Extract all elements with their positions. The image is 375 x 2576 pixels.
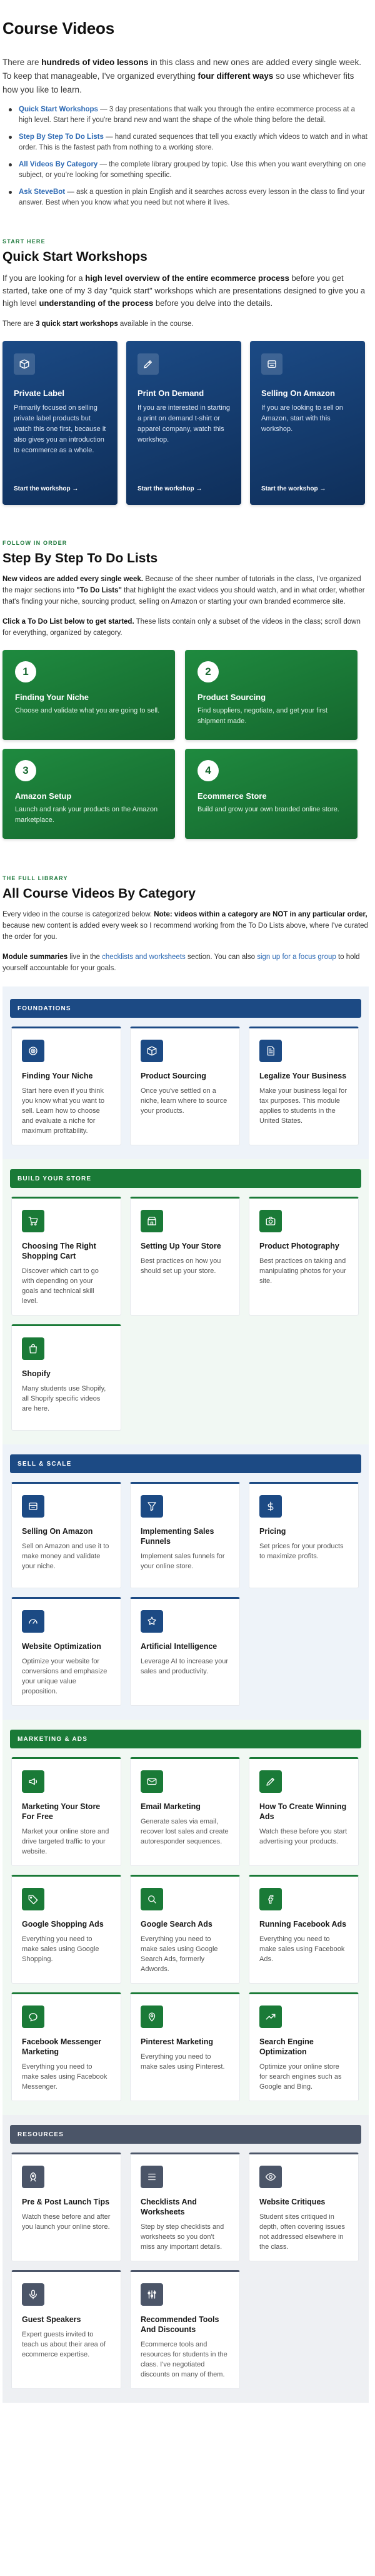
quick-start-link[interactable]: Quick Start Workshops bbox=[19, 106, 98, 113]
card-desc: Everything you need to make sales using Pinterest. bbox=[141, 2053, 225, 2071]
card-desc: Set prices for your products to maximize profits. bbox=[259, 1543, 344, 1560]
todo-card-finding-your-niche[interactable] bbox=[2, 650, 175, 740]
intro-section bbox=[0, 0, 375, 208]
card-title: Facebook Messenger Marketing bbox=[22, 2037, 102, 2056]
category-header: MARKETING & ADS bbox=[10, 1730, 361, 1748]
step-title: Ecommerce Store bbox=[198, 791, 267, 801]
card-desc: Everything you need to make sales using Google Search Ads, formerly Adwords. bbox=[141, 1935, 218, 1973]
video-category-card[interactable] bbox=[11, 1482, 121, 1588]
checklists-link[interactable]: checklists and worksheets bbox=[102, 953, 186, 961]
card-desc: Expert guests invited to teach us about their area of ecommerce expertise. bbox=[22, 2331, 106, 2358]
megaphone-icon bbox=[22, 1770, 44, 1793]
workshop-title: Print On Demand bbox=[138, 388, 204, 398]
card-title: Finding Your Niche bbox=[22, 1072, 93, 1080]
video-category-card[interactable] bbox=[130, 1597, 240, 1706]
card-desc: Best practices on taking and manipulating photos for your site. bbox=[259, 1257, 346, 1285]
start-workshop-link[interactable]: Start the workshop → bbox=[261, 485, 326, 492]
video-category-card[interactable] bbox=[130, 1027, 240, 1145]
card-title: Website Critiques bbox=[259, 2198, 326, 2206]
card-title: Search Engine Optimization bbox=[259, 2037, 314, 2056]
pen-icon bbox=[138, 353, 159, 375]
step-desc: Build and grow your own branded online store. bbox=[198, 806, 339, 813]
video-category-card[interactable] bbox=[11, 2153, 121, 2261]
category-build bbox=[2, 1159, 369, 1444]
card-desc: Discover which cart to go with depending on your goals and technical skill level. bbox=[22, 1267, 99, 1305]
window-icon bbox=[22, 1495, 44, 1518]
navigation-bullets bbox=[19, 104, 369, 208]
pencil-icon bbox=[259, 1770, 282, 1793]
search-icon bbox=[141, 1888, 163, 1910]
video-category-card[interactable] bbox=[249, 1482, 359, 1588]
section-eyebrow: START HERE bbox=[2, 238, 46, 245]
card-desc: Generate sales via email, recover lost sales and create autoresponder sequences. bbox=[141, 1818, 229, 1845]
video-category-card[interactable] bbox=[130, 1992, 240, 2101]
section-eyebrow: THE FULL LIBRARY bbox=[2, 875, 68, 881]
intro-paragraph: There are hundreds of video lessons in this class and new ones are added every single week. To keep that manageable, I've organized everything four different ways so use whichever fits how you like to learn. bbox=[2, 58, 362, 94]
dollar-icon bbox=[259, 1495, 282, 1518]
video-category-card[interactable] bbox=[249, 1027, 359, 1145]
step-title: Product Sourcing bbox=[198, 692, 266, 702]
video-category-card[interactable] bbox=[11, 1992, 121, 2101]
category-found bbox=[2, 986, 369, 1159]
video-category-card[interactable] bbox=[130, 1197, 240, 1316]
card-desc: Everything you need to make sales using Google Shopping. bbox=[22, 1935, 99, 1963]
document-icon bbox=[259, 1040, 282, 1062]
card-title: Selling On Amazon bbox=[22, 1527, 93, 1536]
card-title: Marketing Your Store For Free bbox=[22, 1802, 101, 1821]
card-desc: Step by step checklists and worksheets so you don't miss any important details. bbox=[141, 2223, 224, 2251]
category-header: RESOURCES bbox=[10, 2125, 361, 2144]
workshop-desc: If you are interested in starting a print on demand t-shirt or apparel company, watch this workshop. bbox=[138, 404, 230, 444]
card-title: Recommended Tools And Discounts bbox=[141, 2315, 219, 2334]
card-title: Pricing bbox=[259, 1527, 286, 1536]
step-number: 2 bbox=[198, 661, 219, 682]
category-cards bbox=[2, 1482, 369, 1706]
start-workshop-link[interactable]: Start the workshop → bbox=[14, 485, 79, 492]
card-desc: Optimize your website for conversions and emphasize your unique value proposition. bbox=[22, 1658, 108, 1695]
section-paragraph: If you are looking for a high level overview of the entire ecommerce process before you get started, take one of my 3 day "quick start" workshops which are presentations designed to give you a high level understanding of the process before you delve into the details. bbox=[2, 273, 366, 308]
card-title: Implementing Sales Funnels bbox=[141, 1527, 214, 1546]
mic-icon bbox=[22, 2283, 44, 2306]
section-heading: Step By Step To Do Lists bbox=[2, 551, 158, 565]
card-desc: Watch these before and after you launch your online store. bbox=[22, 2213, 111, 2231]
card-title: Product Photography bbox=[259, 1242, 339, 1250]
card-desc: Sell on Amazon and use it to make money and validate your niche. bbox=[22, 1543, 109, 1570]
video-category-card[interactable] bbox=[249, 2153, 359, 2261]
card-title: Product Sourcing bbox=[141, 1072, 206, 1080]
category-res bbox=[2, 2115, 369, 2403]
workshop-card-print-on-demand[interactable] bbox=[126, 341, 241, 505]
step-title: Amazon Setup bbox=[15, 791, 72, 801]
category-library bbox=[2, 986, 369, 2403]
target-icon bbox=[22, 1040, 44, 1062]
card-desc: Once you've settled on a niche, learn where to source your products. bbox=[141, 1087, 228, 1115]
video-category-card[interactable] bbox=[130, 1875, 240, 1984]
card-desc: Everything you need to make sales using Facebook Messenger. bbox=[22, 2063, 108, 2091]
video-category-card[interactable] bbox=[11, 1324, 121, 1431]
full-library-section bbox=[0, 875, 375, 974]
card-title: Setting Up Your Store bbox=[141, 1242, 221, 1250]
step-number: 4 bbox=[198, 760, 219, 781]
category-sell bbox=[2, 1444, 369, 1720]
card-desc: Ecommerce tools and resources for students in the class. I've negotiated discounts on many of them. bbox=[141, 2341, 228, 2378]
video-category-card[interactable] bbox=[11, 1875, 121, 1984]
section-paragraph: New videos are added every single week. Because of the sheer number of tutorials in the class, I've organized the major sections into "To Do Lists" that highlight the exact videos you should watch, and in what order, whether that's finding your niche, sourcing product, selling on Amazon or starting your own branded ecommerce site. bbox=[2, 576, 365, 606]
all-videos-link[interactable]: All Videos By Category bbox=[19, 161, 98, 168]
step-by-step-link[interactable]: Step By Step To Do Lists bbox=[19, 133, 104, 141]
workshop-title: Private Label bbox=[14, 388, 64, 398]
video-category-card[interactable] bbox=[11, 1757, 121, 1866]
category-cards bbox=[2, 1027, 369, 1145]
bullet-item: Step By Step To Do Lists — hand curated sequences that tell you exactly which videos to watch and in what order. This is the fastest path from nothing to a working store. bbox=[19, 132, 369, 153]
click-instruction: Click a To Do List below to get started. These lists contain only a subset of the videos in the class; scroll down for everything, organized by category. bbox=[2, 618, 361, 637]
bag-icon bbox=[22, 1337, 44, 1360]
tag-icon bbox=[22, 1888, 44, 1910]
category-cards bbox=[2, 1197, 369, 1431]
workshop-card-selling-on-amazon[interactable] bbox=[250, 341, 365, 505]
module-summary-note: Module summaries live in the checklists and worksheets section. You can also sign up for a focus group to hold yourself accountable for your goals. bbox=[2, 953, 360, 972]
section-heading: Quick Start Workshops bbox=[2, 250, 148, 264]
box-icon bbox=[141, 1040, 163, 1062]
box-icon bbox=[14, 353, 35, 375]
quick-start-section bbox=[0, 238, 375, 505]
card-title: Website Optimization bbox=[22, 1642, 101, 1651]
step-number: 3 bbox=[15, 760, 36, 781]
ask-stevebot-link[interactable]: Ask SteveBot bbox=[19, 188, 66, 196]
category-mkt bbox=[2, 1720, 369, 2115]
bullet-item: Quick Start Workshops — 3 day presentations that walk you through the entire ecommerce process at a high level. Start here if you're brand new and want the shape of the whole thing before the detail. bbox=[19, 104, 369, 126]
video-category-card[interactable] bbox=[11, 1597, 121, 1706]
workshop-desc: Primarily focused on selling private label products but watch this one first, because it also gives you an introduction to ecommerce as a whole. bbox=[14, 404, 106, 454]
card-desc: Watch these before you start advertising your products. bbox=[259, 1828, 348, 1845]
workshop-count: There are 3 quick start workshops available in the course. bbox=[2, 320, 194, 328]
todo-card-product-sourcing[interactable] bbox=[185, 650, 358, 740]
video-category-card[interactable] bbox=[11, 2270, 121, 2389]
card-desc: Many students use Shopify, all Shopify specific videos are here. bbox=[22, 1385, 106, 1412]
eye-icon bbox=[259, 2166, 282, 2188]
workshop-title: Selling On Amazon bbox=[261, 388, 335, 398]
card-title: Google Shopping Ads bbox=[22, 1920, 104, 1929]
workshop-card-private-label[interactable] bbox=[2, 341, 118, 505]
card-title: Checklists And Worksheets bbox=[141, 2198, 197, 2216]
card-desc: Implement sales funnels for your online store. bbox=[141, 1553, 225, 1570]
section-paragraph: Every video in the course is categorized below. Note: videos within a category are NOT in any particular order, because new content is added every week so I recommend working from the To Do Lists above, where I've curated the order for you. bbox=[2, 911, 368, 941]
video-category-card[interactable] bbox=[11, 1197, 121, 1316]
gauge-icon bbox=[22, 1610, 44, 1633]
video-category-card[interactable] bbox=[130, 1482, 240, 1588]
step-title: Finding Your Niche bbox=[15, 692, 89, 702]
card-desc: Start here even if you think you know what you want to sell. Learn how to choose and evaluate a niche for maximum profitability. bbox=[22, 1087, 105, 1135]
step-desc: Find suppliers, negotiate, and get your first shipment made. bbox=[198, 707, 328, 725]
card-title: Email Marketing bbox=[141, 1802, 201, 1811]
page-title: Course Videos bbox=[2, 19, 114, 38]
sliders-icon bbox=[141, 2283, 163, 2306]
funnel-icon bbox=[141, 1495, 163, 1518]
workshop-desc: If you are looking to sell on Amazon, start with this workshop. bbox=[261, 404, 343, 433]
card-title: Legalize Your Business bbox=[259, 1072, 347, 1080]
step-desc: Launch and rank your products on the Amazon marketplace. bbox=[15, 806, 158, 824]
card-title: Running Facebook Ads bbox=[259, 1920, 347, 1929]
card-title: Pinterest Marketing bbox=[141, 2037, 214, 2046]
cart-icon bbox=[22, 1210, 44, 1232]
workshop-cards bbox=[2, 341, 369, 505]
video-category-card[interactable] bbox=[249, 1197, 359, 1316]
video-category-card[interactable] bbox=[130, 2270, 240, 2389]
todo-card-amazon-setup[interactable] bbox=[2, 749, 175, 839]
step-by-step-section bbox=[0, 540, 375, 839]
card-desc: Student sites critiqued in depth, often covering issues not addressed elsewhere in the class. bbox=[259, 2213, 345, 2251]
section-heading: All Course Videos By Category bbox=[2, 886, 196, 901]
store-icon bbox=[141, 1210, 163, 1232]
card-desc: Make your business legal for tax purposes. This module applies to students in the United States. bbox=[259, 1087, 348, 1125]
trend-icon bbox=[259, 2006, 282, 2028]
card-title: Guest Speakers bbox=[22, 2315, 81, 2324]
card-title: How To Create Winning Ads bbox=[259, 1802, 347, 1821]
card-desc: Leverage AI to increase your sales and productivity. bbox=[141, 1658, 229, 1675]
video-category-card[interactable] bbox=[249, 1757, 359, 1866]
card-desc: Market your online store and drive targeted traffic to your website. bbox=[22, 1828, 109, 1855]
focus-group-link[interactable]: sign up for a focus group bbox=[257, 953, 336, 961]
facebook-icon bbox=[259, 1888, 282, 1910]
category-header: FOUNDATIONS bbox=[10, 999, 361, 1018]
pin-icon bbox=[141, 2006, 163, 2028]
card-desc: Best practices on how you should set up your store. bbox=[141, 1257, 221, 1275]
category-header: BUILD YOUR STORE bbox=[10, 1169, 361, 1188]
card-title: Artificial Intelligence bbox=[141, 1642, 218, 1651]
video-category-card[interactable] bbox=[249, 1992, 359, 2101]
bullet-item: All Videos By Category — the complete library grouped by topic. Use this when you want everything on one subject, or you're looking for something specific. bbox=[19, 160, 369, 181]
todo-list-cards bbox=[2, 650, 369, 839]
chat-icon bbox=[22, 2006, 44, 2028]
start-workshop-link[interactable]: Start the workshop → bbox=[138, 485, 202, 492]
video-category-card[interactable] bbox=[249, 1875, 359, 1984]
category-header: SELL & SCALE bbox=[10, 1454, 361, 1473]
card-desc: Everything you need to make sales using Facebook Ads. bbox=[259, 1935, 345, 1963]
camera-icon bbox=[259, 1210, 282, 1232]
card-title: Choosing The Right Shopping Cart bbox=[22, 1242, 96, 1260]
section-eyebrow: FOLLOW IN ORDER bbox=[2, 540, 68, 546]
window-icon bbox=[261, 353, 282, 375]
video-category-card[interactable] bbox=[130, 2153, 240, 2261]
mail-icon bbox=[141, 1770, 163, 1793]
category-cards bbox=[2, 2153, 369, 2389]
category-cards bbox=[2, 1757, 369, 2101]
step-number: 1 bbox=[15, 661, 36, 682]
bullet-item: Ask SteveBot — ask a question in plain English and it searches across every lesson in the class to find your answer. Best when you know what you need but not where it lives. bbox=[19, 187, 369, 208]
card-title: Google Search Ads bbox=[141, 1920, 212, 1929]
card-title: Pre & Post Launch Tips bbox=[22, 2198, 110, 2206]
video-category-card[interactable] bbox=[11, 1027, 121, 1145]
todo-card-ecommerce-store[interactable] bbox=[185, 749, 358, 839]
card-desc: Optimize your online store for search engines such as Google and Bing. bbox=[259, 2063, 342, 2091]
card-title: Shopify bbox=[22, 1369, 51, 1378]
list-icon bbox=[141, 2166, 163, 2188]
ai-chip-icon bbox=[141, 1610, 163, 1633]
step-desc: Choose and validate what you are going to sell. bbox=[15, 707, 160, 714]
rocket-icon bbox=[22, 2166, 44, 2188]
video-category-card[interactable] bbox=[130, 1757, 240, 1866]
